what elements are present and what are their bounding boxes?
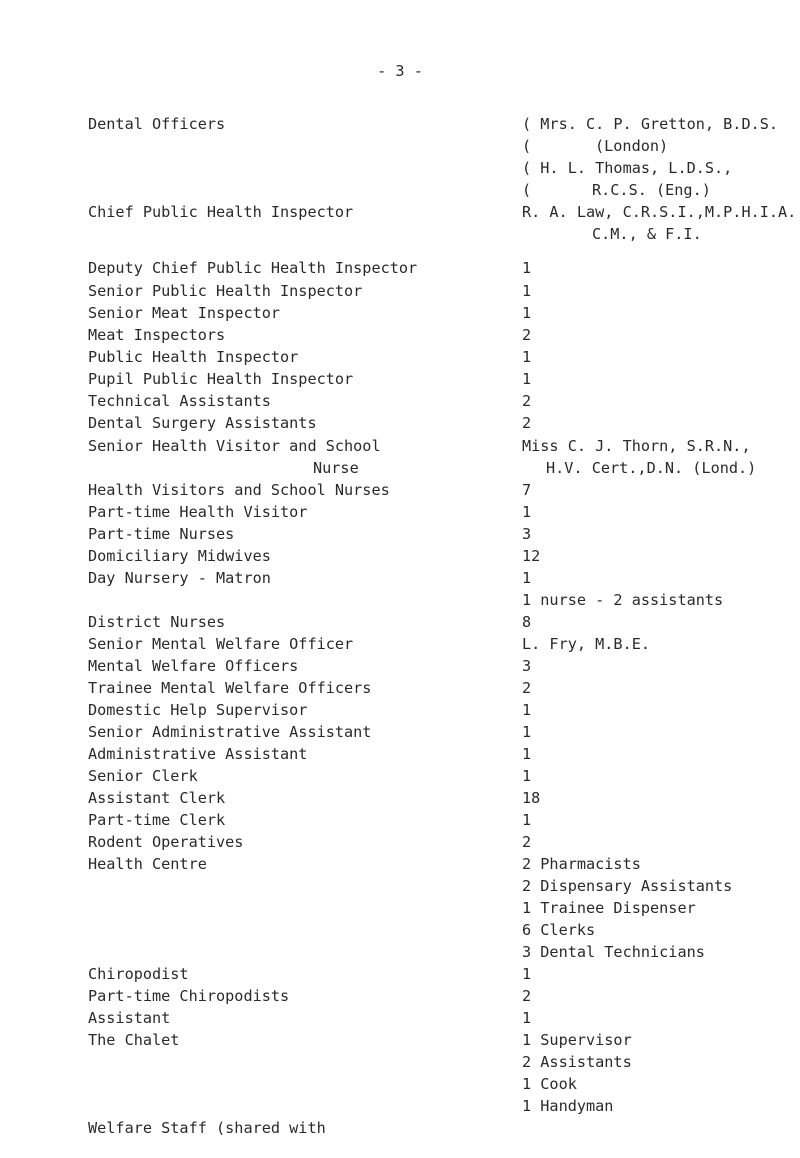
staff-role: Senior Meat Inspector: [88, 304, 281, 322]
staff-detail: 1 Trainee Dispenser: [522, 899, 696, 917]
staff-detail: ( Mrs. C. P. Gretton, B.D.S.: [522, 115, 779, 133]
staff-count: 1: [522, 965, 532, 983]
staff-role: Rodent Operatives: [88, 833, 244, 851]
staff-count: 2: [522, 987, 532, 1005]
table-row: [0, 436, 800, 456]
table-row: [0, 788, 800, 808]
staff-detail: 2 Assistants: [522, 1053, 632, 1071]
staff-detail: (: [522, 181, 532, 199]
staff-count: 1: [522, 745, 532, 763]
table-row: [0, 391, 800, 411]
staff-detail: 1 Cook: [522, 1075, 577, 1093]
staff-role: Assistant: [88, 1009, 171, 1027]
staff-role: Senior Public Health Inspector: [88, 282, 363, 300]
staff-role: Trainee Mental Welfare Officers: [88, 679, 372, 697]
staff-role: Part-time Clerk: [88, 811, 226, 829]
table-row: [0, 546, 800, 566]
table-row: [0, 942, 800, 962]
staff-count: 1: [522, 1009, 532, 1027]
table-row: [0, 876, 800, 896]
table-row: [0, 568, 800, 588]
table-row: [0, 920, 800, 940]
staff-detail: 2 Dispensary Assistants: [522, 877, 733, 895]
staff-role: Pupil Public Health Inspector: [88, 370, 354, 388]
staff-role: The Chalet: [88, 1031, 180, 1049]
table-row: [0, 854, 800, 874]
table-row: [0, 700, 800, 720]
staff-detail: 1 Supervisor: [522, 1031, 632, 1049]
staff-role: Senior Health Visitor and School: [88, 437, 381, 455]
staff-role: Part-time Health Visitor: [88, 503, 308, 521]
staff-count: 8: [522, 613, 532, 631]
table-row: [0, 656, 800, 676]
staff-role: Meat Inspectors: [88, 326, 226, 344]
table-row: [0, 832, 800, 852]
staff-count: 12: [522, 547, 541, 565]
table-row: [0, 369, 800, 389]
staff-detail: Miss C. J. Thorn, S.R.N.,: [522, 437, 751, 455]
staff-count: 7: [522, 481, 532, 499]
table-row: [0, 413, 800, 433]
staff-count: 3: [522, 657, 532, 675]
staff-detail-qualification: R.C.S. (Eng.): [592, 181, 711, 199]
table-row: [0, 136, 800, 156]
staff-role: Public Health Inspector: [88, 348, 299, 366]
staff-detail: 3 Dental Technicians: [522, 943, 705, 961]
table-row: [0, 458, 800, 478]
table-row: [0, 502, 800, 522]
table-row: [0, 634, 800, 654]
staff-role: District Nurses: [88, 613, 226, 631]
staff-role: Nurse: [313, 459, 359, 477]
staff-role: Deputy Chief Public Health Inspector: [88, 259, 418, 277]
table-row: [0, 810, 800, 830]
staff-count: 1: [522, 701, 532, 719]
table-row: [0, 986, 800, 1006]
staff-count: 2: [522, 326, 532, 344]
staff-count: 1: [522, 569, 532, 587]
table-row: [0, 258, 800, 278]
staff-role: Senior Mental Welfare Officer: [88, 635, 354, 653]
table-row: [0, 722, 800, 742]
table-row: [0, 1074, 800, 1094]
staff-role: Welfare Staff (shared with: [88, 1119, 326, 1137]
staff-role: Part-time Nurses: [88, 525, 235, 543]
table-row: [0, 180, 800, 200]
staff-count: 18: [522, 789, 541, 807]
staff-detail: 1 nurse - 2 assistants: [522, 591, 724, 609]
table-row: [0, 224, 800, 244]
staff-count: 1: [522, 348, 532, 366]
staff-role: Dental Surgery Assistants: [88, 414, 317, 432]
staff-count: 2: [522, 392, 532, 410]
table-row: [0, 964, 800, 984]
table-row: [0, 1096, 800, 1116]
staff-role: Assistant Clerk: [88, 789, 226, 807]
table-row: [0, 1008, 800, 1028]
staff-role: Domestic Help Supervisor: [88, 701, 308, 719]
staff-role: Mental Welfare Officers: [88, 657, 299, 675]
staff-role: Domiciliary Midwives: [88, 547, 271, 565]
table-row: [0, 1052, 800, 1072]
table-row: [0, 1030, 800, 1050]
staff-detail: C.M., & F.I.: [592, 225, 702, 243]
staff-role: Senior Administrative Assistant: [88, 723, 372, 741]
table-row: [0, 303, 800, 323]
staff-detail: H.V. Cert.,D.N. (Lond.): [546, 459, 757, 477]
staff-count: 1: [522, 811, 532, 829]
table-row: [0, 898, 800, 918]
staff-detail: L. Fry, M.B.E.: [522, 635, 651, 653]
staff-detail: 6 Clerks: [522, 921, 596, 939]
staff-detail: (: [522, 137, 532, 155]
staff-detail: 1 Handyman: [522, 1097, 614, 1115]
staff-count: 3: [522, 525, 532, 543]
table-row: [0, 158, 800, 178]
table-row: [0, 347, 800, 367]
table-row: [0, 590, 800, 610]
staff-count: 1: [522, 304, 532, 322]
staff-role: Part-time Chiropodists: [88, 987, 290, 1005]
page-number: - 3 -: [377, 62, 423, 80]
staff-detail: ( H. L. Thomas, L.D.S.,: [522, 159, 733, 177]
table-row: [0, 281, 800, 301]
staff-role: Senior Clerk: [88, 767, 198, 785]
staff-detail-qualification: (London): [595, 137, 669, 155]
staff-role: Technical Assistants: [88, 392, 271, 410]
staff-count: 2: [522, 833, 532, 851]
staff-role: Administrative Assistant: [88, 745, 308, 763]
staff-count: 1: [522, 282, 532, 300]
table-row: [0, 202, 800, 222]
table-row: [0, 612, 800, 632]
staff-role: Dental Officers: [88, 115, 226, 133]
table-row: [0, 1118, 800, 1138]
staff-role: Chiropodist: [88, 965, 189, 983]
staff-count: 2: [522, 679, 532, 697]
table-row: [0, 524, 800, 544]
staff-count: 1: [522, 503, 532, 521]
staff-role: Health Centre: [88, 855, 207, 873]
table-row: [0, 766, 800, 786]
staff-count: 1: [522, 723, 532, 741]
staff-count: 1: [522, 370, 532, 388]
staff-count: 1: [522, 259, 532, 277]
table-row: [0, 678, 800, 698]
staff-detail: R. A. Law, C.R.S.I.,M.P.H.I.A.: [522, 203, 797, 221]
table-row: [0, 114, 800, 134]
staff-count: 2: [522, 414, 532, 432]
staff-role: Health Visitors and School Nurses: [88, 481, 390, 499]
table-row: [0, 744, 800, 764]
table-row: [0, 325, 800, 345]
table-row: [0, 480, 800, 500]
staff-role: Day Nursery - Matron: [88, 569, 271, 587]
staff-detail: 2 Pharmacists: [522, 855, 641, 873]
staff-count: 1: [522, 767, 532, 785]
staff-role: Chief Public Health Inspector: [88, 203, 354, 221]
